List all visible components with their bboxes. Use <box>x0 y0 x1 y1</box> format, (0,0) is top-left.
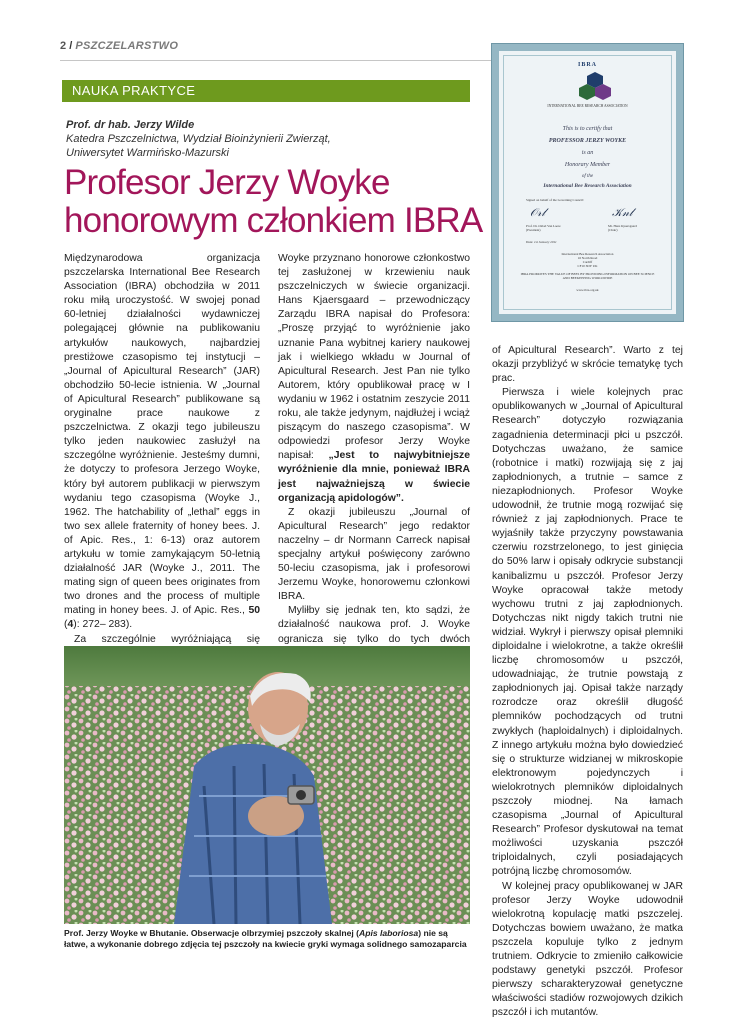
address-line-3: Cardiff <box>582 260 593 264</box>
signatory-2-role: (Chair) <box>608 228 618 232</box>
ibra-logo-icon <box>577 70 613 102</box>
author-block <box>66 118 486 160</box>
photo-professor-in-buckwheat-field <box>64 646 470 924</box>
ibra-certificate-image <box>492 44 683 321</box>
certificate-date <box>526 240 557 244</box>
address-line-2: 16 North Road <box>577 256 598 260</box>
header-separator: / <box>69 40 73 52</box>
certificate-name: PROFESSOR JERZY WOYKE <box>548 138 627 144</box>
signature-1-image: 𝒪𝓇𝓁 <box>530 206 546 219</box>
address-line-4: CF10 3DY UK <box>577 264 598 268</box>
date-label: Date: <box>526 240 534 244</box>
page-header <box>60 40 178 52</box>
certificate-address <box>504 252 671 268</box>
signature-2-image: 𝒦𝓃𝓁 <box>612 206 633 219</box>
signatory-1 <box>526 224 561 232</box>
paragraph: of Apicultural Research”. Warto z tej okazji przybliżyć w skrócie tematykę tych prac. <box>492 345 683 385</box>
title-line-2: honorowym członkiem IBRA <box>64 201 483 240</box>
text-run: Woyke przyznano honorowe członkostwo tej zasłużonej w krzewieniu nauk pszczelniczych w świecie organizacji. Hans Kjaersgaard – przewodniczący Zarządu IBRA napisał do Profesora: „Proszę przyjąć to wyróżnienie jako uznanie Pana wybitnej kariery naukowej jak i wielkiego wkładu w Journal of Apicultural Research. Jest Pan nie tylko Autorem, który opublikował pracę w I wydaniu w 1962 i ostatnim zeszycie 2011 roku, ale także jedynym, najdłużej i wciąż piszącym do naszego czasopisma”. W odpowiedzi profesor Jerzy Woyke napisał: <box>278 253 470 462</box>
text-column-3 <box>492 344 683 1021</box>
paragraph: Pierwsza i wiele kolejnych prac opublikowanych w „Journal of Apicultural Research” dotyczyło rozwiązania zagadnienia determinacji płci u pszczół. Dotychczas uważano, że samice (robotnice i matki) rozwijają się z jaj zapłodnionych, a trutnie – samce z niezapłodnionych. Profesor Woyke udowodnił, że trutnie mogą rozwijać się również z jaj zapłodnionych. Prace te wyjaśniły także przyczyny powstawania czerwiu rozstrzelonego, to jest ginięcia do 50% larw i opisały odkrycie substancji kanibalizmu u pszczół. Profesor Jerzy Woyke opracował także metody wychowu trutni z jaj zapłodnionych. Dotychczas nikt nigdy takich trutni nie widział. Wykrył i pierwszy opisał plemniki diploidalne i wielokrotne, a także określił liczbę chromosomów u pszczół, udowadniając, że trutnie powstają z zapłodnionych jaj. Opisał także narządy rozrodcze oraz określił długość plemników pochodzących od trutni zwykłych (haploidalnych) i diploidalnych. Z innego artykułu można było dowiedzieć się o strukturze widzianej w mikroskopie elektronowym pojedynczych i wielokrotnych plemników diploidalnych pszczoły miodnej. Na łamach czasopisma „Journal of Apicultural Research” Profesor dyskutował na temat możliwości uzyskania pszczół triploidalnych, czyli posiadających potrójną liczbę chromosomów. <box>492 387 683 878</box>
address-line-1: International Bee Research Association <box>561 252 614 256</box>
signatory-2 <box>608 224 637 232</box>
quote-bold: „Jest to najwybitniejsze wyróżnienie dla mnie, ponieważ IBRA jest najważniejszą w świecie organizacją apidologów”. <box>278 450 471 504</box>
text-run-bold: 50 <box>248 605 260 617</box>
certificate-web: www.ibra.org.uk <box>576 288 599 292</box>
caption-text: Prof. Jerzy Woyke w Bhutanie. Obserwacje olbrzymiej pszczoły skalnej ( <box>64 928 359 938</box>
certificate-org: IBRA <box>577 62 597 68</box>
signatory-1-role: (President) <box>526 228 541 232</box>
certificate-motto: IBRA PROMOTES THE VALUE OF BEES BY PROVIDING INFORMATION ON BEE SCIENCE AND BEEKEEPING WORLDWIDE <box>520 272 655 280</box>
caption-species: Apis laboriosa <box>359 928 419 938</box>
paragraph <box>278 252 470 506</box>
paragraph: Z okazji jubileuszu „Journal of Apicultural Research” jego redaktor naczelny – dr Normann Carreck napisał specjalny artykuł poświęcony zarówno 50-leciu czasopisma, jak i profesorowi Jerzemu Woyke, honorowemu członkowi IBRA. <box>278 506 470 603</box>
text-run: ( <box>64 619 68 631</box>
photo-image <box>64 646 470 924</box>
section-label: NAUKA PRAKTYCE <box>62 80 470 102</box>
author-name: Prof. dr hab. Jerzy Wilde <box>66 119 195 131</box>
date-value: 1st January 2011 <box>533 240 557 244</box>
certificate-is-an: is an <box>581 150 594 156</box>
paragraph: Za szczególnie wyróżniającą się <box>74 633 260 645</box>
signatory-1-name: Prof. Dr. Oxlad Van Laere <box>526 224 561 228</box>
magazine-name: PSZCZELARSTWO <box>75 40 179 52</box>
certificate-honorary: Honorary Member <box>564 162 611 168</box>
paragraph: Myliłby się jednak ten, kto sądzi, że działalność naukowa prof. J. Woyke ogranicza się tylko do tych dwóch <box>278 605 470 645</box>
certificate-signed: Signed on behalf of the Governing Council: <box>526 198 584 202</box>
text-column-1 <box>64 252 260 675</box>
text-run: Międzynarodowa organizacja pszczelarska International Bee Research Association (IBRA) obchodziła w 2011 roku miłą uroczystość. W swojej ponad 60-letniej działalności wydawniczej polegającej głównie na publikowaniu artykułów naukowych, najbardziej prestiżowe czasopismo tej instytucji – „Journal of Apicultural Research” (JAR) obchodziło 50-lecie istnienia. W „Journal of Apicultural Research” publikowane są oryginalne prace naukowe z pszczelnictwa. Z okazji tego jubileuszu tylko jeden naukowiec zasłużył na szczególne wyróżnienie. Jesteśmy dumni, że dotyczy to profesora Jerzego Woyke, który był autorem publikacji w pierwszym wydaniu tego czasopisma (Woyke J., 1962. The hatchability of „lethal” eggs in two sex allele fraternity of honey bees. J. of Apic. Res., 1: 6-13) oraz autorem artykułu w tomie zamykającym 50-letnią działalność JAR (Woyke J., 2011. The mating sign of queen bees originates from two drones and the process of multiple mating in honey bees. J. of Apic. Res., <box>64 253 260 617</box>
certificate-certify: This is to certify that <box>562 126 613 132</box>
article-title <box>64 164 494 240</box>
certificate-association: International Bee Research Association <box>543 183 632 189</box>
paragraph <box>64 252 260 633</box>
signatory-2-name: Mr. Hans Kjaersgaard <box>608 224 638 228</box>
caption-text: ) nie są łatwe, a wykonanie dobrego zdjęcia tej pszczoły na kwiecie gryki wymaga solidnego samozaparcia <box>64 928 467 949</box>
text-run: ): 272– 283). <box>73 619 133 631</box>
text-column-2 <box>278 252 470 689</box>
text-run-bold: 4 <box>67 619 74 631</box>
photo-caption <box>64 928 474 950</box>
page-number: 2 <box>60 40 67 52</box>
paragraph: W kolejnej pracy opublikowanej w JAR profesor Jerzy Woyke udowodnił wielokrotną kopulację matki pszczelej. Dotychczas bowiem uważano, że matka pszczela kopuluje tylko z jednym trutniem. Odkrycie to zmieniło całkowicie podstawy genetyki pszczół. Profesor pierwszy scharakteryzował genetyczne właściwości stadiów rozwojowych dzikich pszczół i ich mutantów. <box>492 880 683 1019</box>
certificate-of-the: of the <box>581 174 594 179</box>
author-affiliation-2: Uniwersytet Warmińsko-Mazurski <box>66 147 229 159</box>
certificate-org-full: INTERNATIONAL BEE RESEARCH ASSOCIATION <box>547 104 628 108</box>
title-line-1: Profesor Jerzy Woyke <box>64 163 390 202</box>
author-affiliation-1: Katedra Pszczelnictwa, Wydział Bioinżynierii Zwierząt, <box>66 133 331 145</box>
header-rule <box>60 60 500 61</box>
certificate-body <box>503 55 672 310</box>
